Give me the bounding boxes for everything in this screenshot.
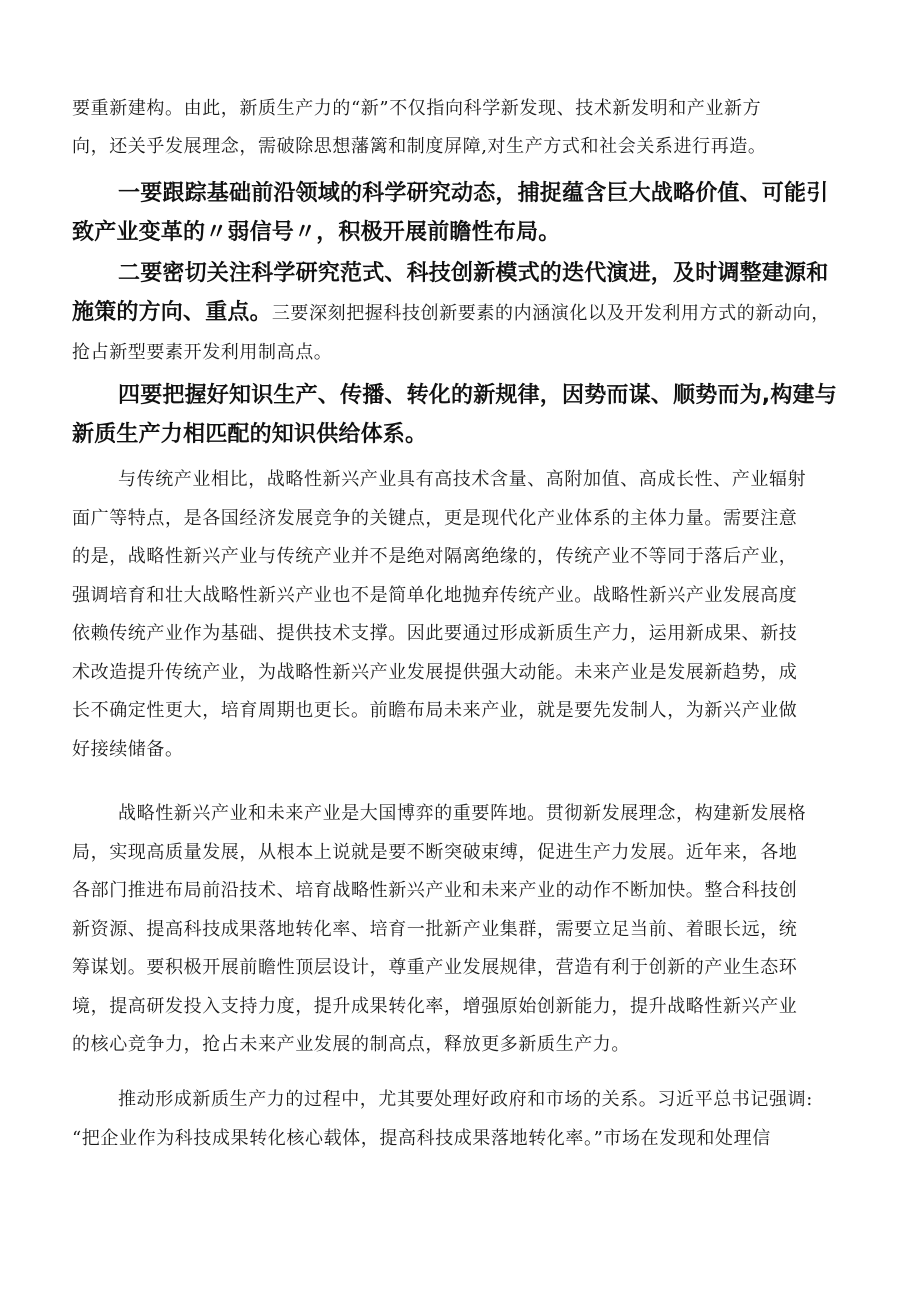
text-line: 致产业变革的〃弱信号〃，积极开展前瞻性布局。 (72, 220, 561, 245)
text-line: 一要跟踪基础前沿领域的科学研究动态，捕捉蕴含巨大战略价值、可能引 (118, 181, 829, 206)
text-line: 二要密切关注科学研究范式、科技创新模式的迭代演进，及时调整建源和 (118, 261, 829, 286)
paragraph-future-industries (72, 795, 852, 1065)
text-line: 的核心竞争力，抢占未来产业发展的制高点，释放更多新质生产力。 (72, 1034, 630, 1055)
text-line: 术改造提升传统产业，为战略性新兴产业发展提供强大动能。未来产业是发展新趋势，成 (72, 661, 798, 683)
paragraph-point-three-end (72, 334, 852, 372)
text-line: 新质生产力相匹配的知识供给体系。 (72, 422, 428, 447)
text-line: 推动形成新质生产力的过程中，尤其要处理好政府和市场的关系。习近平总书记强调: (118, 1089, 813, 1110)
text-line: 四要把握好知识生产、传播、转化的新规律，因势而谋、顺势而为,构建与 (118, 383, 837, 408)
heading-point-four (72, 376, 852, 454)
text-line: 要重新建构。由此，新质生产力的“新”不仅指向科学新发现、技术新发明和产业新方 (72, 98, 762, 119)
heading-point-one (72, 174, 852, 252)
text-line: 新资源、提高科技成果落地转化率、培育一批新产业集群，需要立足当前、着眼长远，统 (72, 918, 798, 940)
text-line: 依赖传统产业作为基础、提供技术支撑。因此要通过形成新质生产力，运用新成果、新技 (72, 623, 798, 644)
text-line: 境，提高研发投入支持力度，提升成果转化率，增强原始创新能力，提升战略性新兴产业 (72, 995, 798, 1017)
text-line: 向，还关乎发展理念，需破除思想藩篱和制度屏障,对生产方式和社会关系进行再造。 (72, 136, 767, 157)
point-three-text: 三要深刻把握科技创新要素的内涵演化以及开发利用方式的新动向， (271, 303, 830, 324)
text-line: “把企业作为科技成果转化核心载体，提高科技成果落地转化率。”市场在发现和处理信 (72, 1127, 771, 1149)
text-line: 面广等特点，是各国经济发展竞争的关键点，更是现代化产业体系的主体力量。需要注意 (72, 507, 798, 529)
text-line-mixed (72, 293, 852, 332)
paragraph-intro (72, 90, 852, 166)
text-line: 长不确定性更大，培育周期也更长。前瞻布局未来产业，就是要先发制人，为新兴产业做 (72, 700, 798, 721)
paragraph-emerging-industries (72, 461, 852, 769)
heading-point-two (72, 254, 852, 332)
heading-fragment: 施策的方向、重点。 (72, 300, 272, 325)
text-line: 强调培育和壮大战略性新兴产业也不是简单化地抛弃传统产业。战略性新兴产业发展高度 (72, 584, 798, 606)
text-line: 抢占新型要素开发利用制高点。 (72, 342, 333, 363)
text-line: 好接续储备。 (72, 738, 184, 760)
text-line: 筹谋划。要积极开展前瞻性顶层设计，尊重产业发展规律，营造有利于创新的产业生态环 (72, 957, 798, 978)
text-line: 战略性新兴产业和未来产业是大国博弈的重要阵地。贯彻新发展理念，构建新发展格 (118, 803, 807, 824)
text-line: 与传统产业相比，战略性新兴产业具有高技术含量、高附加值、高成长性、产业辐射 (118, 469, 807, 490)
text-line: 局，实现高质量发展，从根本上说就是要不断突破束缚，促进生产力发展。近年来，各地 (72, 841, 798, 863)
text-line: 各部门推进布局前沿技术、培育战略性新兴产业和未来产业的动作不断加快。整合科技创 (72, 880, 798, 901)
paragraph-government-market (72, 1081, 852, 1158)
text-line: 的是，战略性新兴产业与传统产业并不是绝对隔离绝缘的，传统产业不等同于落后产业， (72, 546, 798, 567)
